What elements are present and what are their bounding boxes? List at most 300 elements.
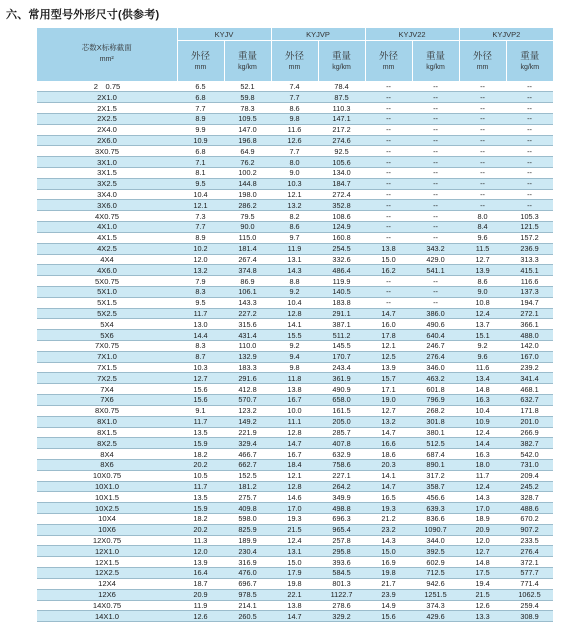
value-cell: 14.7 bbox=[271, 438, 318, 449]
sub-header-label: 重量 bbox=[426, 50, 446, 62]
value-cell: 52.1 bbox=[224, 81, 271, 92]
value-cell: 1251.5 bbox=[412, 589, 459, 600]
value-cell: 157.2 bbox=[506, 232, 553, 243]
table-row bbox=[37, 92, 553, 103]
sub-header-label: 外径 bbox=[190, 50, 210, 62]
table-row bbox=[37, 568, 553, 579]
value-cell: 9.5 bbox=[177, 297, 224, 308]
value-cell: -- bbox=[365, 113, 412, 124]
value-cell: 227.2 bbox=[224, 308, 271, 319]
value-cell: 415.1 bbox=[506, 265, 553, 276]
value-cell: -- bbox=[506, 81, 553, 92]
value-cell: 276.4 bbox=[506, 546, 553, 557]
value-cell: 18.9 bbox=[459, 514, 506, 525]
value-cell: 15.0 bbox=[365, 546, 412, 557]
weight-header bbox=[318, 41, 365, 82]
value-cell: 119.9 bbox=[318, 276, 365, 287]
value-cell: 181.4 bbox=[224, 243, 271, 254]
table-row bbox=[37, 600, 553, 611]
spec-cell: 12X6 bbox=[37, 589, 177, 600]
value-cell: -- bbox=[412, 178, 459, 189]
value-cell: -- bbox=[412, 200, 459, 211]
value-cell: 352.8 bbox=[318, 200, 365, 211]
value-cell: 217.2 bbox=[318, 124, 365, 135]
value-cell: 19.3 bbox=[365, 503, 412, 514]
value-cell: 14.7 bbox=[271, 611, 318, 622]
sub-header-label: 外径 bbox=[473, 50, 493, 62]
table-row bbox=[37, 351, 553, 362]
value-cell: 978.5 bbox=[224, 589, 271, 600]
value-cell: 632.7 bbox=[506, 395, 553, 406]
value-cell: 12.8 bbox=[271, 481, 318, 492]
value-cell: 17.9 bbox=[271, 568, 318, 579]
value-cell: 392.5 bbox=[412, 546, 459, 557]
table-row bbox=[37, 200, 553, 211]
value-cell: 21.5 bbox=[271, 524, 318, 535]
spec-cell: 2X6.0 bbox=[37, 135, 177, 146]
spec-cell: 2X2.5 bbox=[37, 113, 177, 124]
value-cell: 6.8 bbox=[177, 92, 224, 103]
value-cell: 8.6 bbox=[271, 103, 318, 114]
value-cell: 21.5 bbox=[459, 589, 506, 600]
value-cell: 12.5 bbox=[365, 351, 412, 362]
value-cell: 7.7 bbox=[177, 103, 224, 114]
value-cell: 14.7 bbox=[365, 481, 412, 492]
value-cell: -- bbox=[365, 92, 412, 103]
value-cell: 344.0 bbox=[412, 535, 459, 546]
value-cell: -- bbox=[365, 222, 412, 233]
value-cell: 836.6 bbox=[412, 514, 459, 525]
value-cell: 712.5 bbox=[412, 568, 459, 579]
value-cell: 315.6 bbox=[224, 319, 271, 330]
value-cell: 13.9 bbox=[459, 265, 506, 276]
value-cell: 10.4 bbox=[459, 405, 506, 416]
value-cell: 272.1 bbox=[506, 308, 553, 319]
value-cell: 632.9 bbox=[318, 449, 365, 460]
value-cell: -- bbox=[412, 124, 459, 135]
table-row bbox=[37, 341, 553, 352]
table-row bbox=[37, 146, 553, 157]
value-cell: 476.0 bbox=[224, 568, 271, 579]
value-cell: 490.6 bbox=[412, 319, 459, 330]
value-cell: -- bbox=[365, 189, 412, 200]
spec-cell: 4X4 bbox=[37, 254, 177, 265]
value-cell: 209.4 bbox=[506, 470, 553, 481]
value-cell: 9.2 bbox=[271, 286, 318, 297]
table-row bbox=[37, 449, 553, 460]
value-cell: 8.3 bbox=[177, 286, 224, 297]
spec-cell: 8X1.0 bbox=[37, 416, 177, 427]
value-cell: -- bbox=[506, 189, 553, 200]
value-cell: 1122.7 bbox=[318, 589, 365, 600]
table-row bbox=[37, 438, 553, 449]
spec-cell: 10X0.75 bbox=[37, 470, 177, 481]
value-cell: 796.9 bbox=[412, 395, 459, 406]
spec-cell: 4X2.5 bbox=[37, 243, 177, 254]
table-row bbox=[37, 557, 553, 568]
value-cell: 124.9 bbox=[318, 222, 365, 233]
value-cell: 12.1 bbox=[365, 341, 412, 352]
value-cell: -- bbox=[459, 81, 506, 92]
table-row bbox=[37, 459, 553, 470]
value-cell: 13.4 bbox=[459, 373, 506, 384]
value-cell: -- bbox=[412, 103, 459, 114]
value-cell: 140.5 bbox=[318, 286, 365, 297]
group-header-kyjvp: KYJVP bbox=[271, 28, 365, 41]
spec-cell: 7X2.5 bbox=[37, 373, 177, 384]
value-cell: 144.8 bbox=[224, 178, 271, 189]
value-cell: 9.1 bbox=[177, 405, 224, 416]
value-cell: 15.6 bbox=[365, 611, 412, 622]
sub-header-label: 外径 bbox=[379, 50, 399, 62]
value-cell: 245.2 bbox=[506, 481, 553, 492]
value-cell: 20.9 bbox=[177, 589, 224, 600]
table-row bbox=[37, 189, 553, 200]
value-cell: 18.7 bbox=[177, 578, 224, 589]
spec-cell: 10X2.5 bbox=[37, 503, 177, 514]
value-cell: 266.9 bbox=[506, 427, 553, 438]
value-cell: 15.7 bbox=[365, 373, 412, 384]
value-cell: 512.5 bbox=[412, 438, 459, 449]
value-cell: 942.6 bbox=[412, 578, 459, 589]
value-cell: 257.8 bbox=[318, 535, 365, 546]
value-cell: 393.6 bbox=[318, 557, 365, 568]
value-cell: 12.6 bbox=[459, 600, 506, 611]
spec-column-header bbox=[37, 28, 177, 81]
value-cell: 12.0 bbox=[459, 535, 506, 546]
value-cell: 87.5 bbox=[318, 92, 365, 103]
value-cell: -- bbox=[506, 146, 553, 157]
spec-cell: 5X6 bbox=[37, 330, 177, 341]
value-cell: 8.0 bbox=[459, 211, 506, 222]
table-row bbox=[37, 243, 553, 254]
value-cell: -- bbox=[506, 92, 553, 103]
spec-cell: 7X0.75 bbox=[37, 341, 177, 352]
value-cell: 20.2 bbox=[177, 524, 224, 535]
value-cell: 123.2 bbox=[224, 405, 271, 416]
value-cell: 13.7 bbox=[459, 319, 506, 330]
value-cell: 11.7 bbox=[177, 481, 224, 492]
value-cell: 456.6 bbox=[412, 492, 459, 503]
value-cell: 105.3 bbox=[506, 211, 553, 222]
value-cell: 14.1 bbox=[271, 319, 318, 330]
spec-cell: 3X6.0 bbox=[37, 200, 177, 211]
value-cell: 12.8 bbox=[271, 427, 318, 438]
spec-cell: 10X4 bbox=[37, 514, 177, 525]
outer-diameter-header bbox=[177, 41, 224, 82]
value-cell: 12.0 bbox=[177, 254, 224, 265]
value-cell: 13.1 bbox=[271, 254, 318, 265]
value-cell: 9.6 bbox=[459, 351, 506, 362]
spec-cell: 12X1.0 bbox=[37, 546, 177, 557]
value-cell: 16.9 bbox=[365, 557, 412, 568]
value-cell: -- bbox=[412, 222, 459, 233]
value-cell: 13.0 bbox=[177, 319, 224, 330]
value-cell: 16.3 bbox=[459, 395, 506, 406]
value-cell: -- bbox=[412, 232, 459, 243]
value-cell: 731.0 bbox=[506, 459, 553, 470]
value-cell: 19.3 bbox=[271, 514, 318, 525]
value-cell: 598.0 bbox=[224, 514, 271, 525]
value-cell: 10.3 bbox=[177, 362, 224, 373]
table-row bbox=[37, 481, 553, 492]
value-cell: -- bbox=[365, 81, 412, 92]
spec-cell: 3X0.75 bbox=[37, 146, 177, 157]
value-cell: 429.6 bbox=[412, 611, 459, 622]
value-cell: 171.8 bbox=[506, 405, 553, 416]
value-cell: 291.6 bbox=[224, 373, 271, 384]
value-cell: 317.2 bbox=[412, 470, 459, 481]
value-cell: 13.5 bbox=[177, 492, 224, 503]
value-cell: 541.1 bbox=[412, 265, 459, 276]
value-cell: 11.9 bbox=[177, 600, 224, 611]
value-cell: 412.8 bbox=[224, 384, 271, 395]
value-cell: 16.4 bbox=[177, 568, 224, 579]
outer-diameter-header bbox=[365, 41, 412, 82]
table-row bbox=[37, 535, 553, 546]
value-cell: 6.8 bbox=[177, 146, 224, 157]
value-cell: -- bbox=[412, 146, 459, 157]
value-cell: 8.9 bbox=[177, 113, 224, 124]
value-cell: 205.0 bbox=[318, 416, 365, 427]
value-cell: 670.2 bbox=[506, 514, 553, 525]
value-cell: 14.6 bbox=[271, 492, 318, 503]
value-cell: 9.2 bbox=[271, 341, 318, 352]
spec-cell: 4X6.0 bbox=[37, 265, 177, 276]
value-cell: 16.2 bbox=[365, 265, 412, 276]
value-cell: 275.7 bbox=[224, 492, 271, 503]
value-cell: 19.0 bbox=[365, 395, 412, 406]
value-cell: -- bbox=[365, 146, 412, 157]
value-cell: -- bbox=[412, 168, 459, 179]
value-cell: 14.8 bbox=[459, 557, 506, 568]
spec-cell: 3X4.0 bbox=[37, 189, 177, 200]
table-row bbox=[37, 330, 553, 341]
table-row bbox=[37, 589, 553, 600]
sub-header-label: 外径 bbox=[285, 50, 305, 62]
table-row bbox=[37, 124, 553, 135]
table-row bbox=[37, 232, 553, 243]
value-cell: -- bbox=[412, 81, 459, 92]
spec-cell: 3X1.5 bbox=[37, 168, 177, 179]
value-cell: 11.3 bbox=[177, 535, 224, 546]
value-cell: 239.2 bbox=[506, 362, 553, 373]
value-cell: 13.2 bbox=[365, 416, 412, 427]
value-cell: 12.7 bbox=[459, 546, 506, 557]
table-row bbox=[37, 135, 553, 146]
value-cell: -- bbox=[459, 113, 506, 124]
spec-cell: 5X4 bbox=[37, 319, 177, 330]
table-row bbox=[37, 319, 553, 330]
group-header-kyjvp2: KYJVP2 bbox=[459, 28, 553, 41]
value-cell: 11.8 bbox=[271, 373, 318, 384]
value-cell: 76.2 bbox=[224, 157, 271, 168]
value-cell: 771.4 bbox=[506, 578, 553, 589]
table-row bbox=[37, 168, 553, 179]
value-cell: 7.7 bbox=[271, 92, 318, 103]
table-row bbox=[37, 427, 553, 438]
spec-cell: 8X2.5 bbox=[37, 438, 177, 449]
spec-cell: 8X4 bbox=[37, 449, 177, 460]
spec-cell: 5X2.5 bbox=[37, 308, 177, 319]
value-cell: 380.1 bbox=[412, 427, 459, 438]
value-cell: 13.5 bbox=[177, 427, 224, 438]
value-cell: 170.7 bbox=[318, 351, 365, 362]
dimension-table bbox=[37, 28, 553, 622]
value-cell: 16.7 bbox=[271, 449, 318, 460]
value-cell: 12.7 bbox=[365, 405, 412, 416]
sub-header-unit: kg/km bbox=[238, 63, 257, 71]
value-cell: 332.6 bbox=[318, 254, 365, 265]
value-cell: 488.0 bbox=[506, 330, 553, 341]
value-cell: -- bbox=[506, 178, 553, 189]
value-cell: 23.2 bbox=[365, 524, 412, 535]
spec-cell: 10X6 bbox=[37, 524, 177, 535]
value-cell: 8.7 bbox=[177, 351, 224, 362]
value-cell: -- bbox=[365, 135, 412, 146]
value-cell: 137.3 bbox=[506, 286, 553, 297]
value-cell: 274.6 bbox=[318, 135, 365, 146]
spec-cell: 12X1.5 bbox=[37, 557, 177, 568]
value-cell: 189.9 bbox=[224, 535, 271, 546]
value-cell: 10.3 bbox=[271, 178, 318, 189]
value-cell: 329.2 bbox=[318, 611, 365, 622]
spec-cell: 14X1.0 bbox=[37, 611, 177, 622]
value-cell: 115.0 bbox=[224, 232, 271, 243]
value-cell: -- bbox=[506, 135, 553, 146]
value-cell: 12.4 bbox=[271, 535, 318, 546]
value-cell: 11.7 bbox=[459, 470, 506, 481]
value-cell: 12.1 bbox=[271, 189, 318, 200]
value-cell: 8.0 bbox=[271, 157, 318, 168]
value-cell: -- bbox=[412, 276, 459, 287]
sub-header-unit: mm bbox=[476, 63, 489, 71]
value-cell: 100.2 bbox=[224, 168, 271, 179]
value-cell: 409.8 bbox=[224, 503, 271, 514]
group-header-kyjv22: KYJV22 bbox=[365, 28, 459, 41]
spec-cell: 5X1.5 bbox=[37, 297, 177, 308]
section-title: 六、常用型号外形尺寸(供参考) bbox=[6, 9, 160, 21]
value-cell: 9.6 bbox=[459, 232, 506, 243]
value-cell: 106.1 bbox=[224, 286, 271, 297]
value-cell: 167.0 bbox=[506, 351, 553, 362]
weight-header bbox=[224, 41, 271, 82]
sub-header-unit: mm bbox=[382, 63, 395, 71]
value-cell: 291.1 bbox=[318, 308, 365, 319]
value-cell: 15.9 bbox=[177, 503, 224, 514]
spec-cell: 2X4.0 bbox=[37, 124, 177, 135]
sub-header-unit: kg/km bbox=[520, 63, 540, 71]
value-cell: 18.2 bbox=[177, 449, 224, 460]
value-cell: -- bbox=[412, 297, 459, 308]
value-cell: -- bbox=[412, 92, 459, 103]
value-cell: 13.8 bbox=[365, 243, 412, 254]
value-cell: 382.7 bbox=[506, 438, 553, 449]
spec-cell: 4X1.5 bbox=[37, 232, 177, 243]
value-cell: 16.3 bbox=[459, 449, 506, 460]
value-cell: 22.1 bbox=[271, 589, 318, 600]
value-cell: 640.4 bbox=[412, 330, 459, 341]
value-cell: 374.3 bbox=[412, 600, 459, 611]
value-cell: 18.6 bbox=[365, 449, 412, 460]
value-cell: 276.4 bbox=[412, 351, 459, 362]
value-cell: 361.9 bbox=[318, 373, 365, 384]
table-header bbox=[37, 28, 553, 81]
value-cell: -- bbox=[365, 178, 412, 189]
value-cell: 9.9 bbox=[177, 124, 224, 135]
value-cell: 184.7 bbox=[318, 178, 365, 189]
value-cell: 23.9 bbox=[365, 589, 412, 600]
value-cell: 662.7 bbox=[224, 459, 271, 470]
value-cell: 15.6 bbox=[177, 395, 224, 406]
spec-cell: 10X1.5 bbox=[37, 492, 177, 503]
value-cell: 12.4 bbox=[459, 481, 506, 492]
sub-header-unit: kg/km bbox=[332, 63, 351, 71]
value-cell: -- bbox=[506, 103, 553, 114]
value-cell: 14.7 bbox=[365, 308, 412, 319]
value-cell: 8.3 bbox=[177, 341, 224, 352]
value-cell: 12.6 bbox=[177, 611, 224, 622]
value-cell: -- bbox=[506, 157, 553, 168]
value-cell: 346.0 bbox=[412, 362, 459, 373]
value-cell: 10.5 bbox=[177, 470, 224, 481]
value-cell: 8.1 bbox=[177, 168, 224, 179]
table-row bbox=[37, 470, 553, 481]
value-cell: 486.4 bbox=[318, 265, 365, 276]
value-cell: 17.5 bbox=[459, 568, 506, 579]
value-cell: 9.0 bbox=[459, 286, 506, 297]
weight-header bbox=[412, 41, 459, 82]
spec-cell: 8X0.75 bbox=[37, 405, 177, 416]
value-cell: 161.5 bbox=[318, 405, 365, 416]
value-cell: 7.7 bbox=[271, 146, 318, 157]
value-cell: 386.0 bbox=[412, 308, 459, 319]
value-cell: 13.8 bbox=[271, 600, 318, 611]
value-cell: 328.7 bbox=[506, 492, 553, 503]
value-cell: 9.8 bbox=[271, 113, 318, 124]
value-cell: -- bbox=[459, 168, 506, 179]
value-cell: 9.4 bbox=[271, 351, 318, 362]
spec-cell: 7X6 bbox=[37, 395, 177, 406]
value-cell: 14.1 bbox=[365, 470, 412, 481]
value-cell: 18.4 bbox=[271, 459, 318, 470]
value-cell: 20.2 bbox=[177, 459, 224, 470]
value-cell: 316.9 bbox=[224, 557, 271, 568]
sub-header-unit: kg/km bbox=[426, 63, 445, 71]
value-cell: 11.1 bbox=[271, 416, 318, 427]
value-cell: 14.8 bbox=[459, 384, 506, 395]
value-cell: 10.9 bbox=[459, 416, 506, 427]
table-row bbox=[37, 286, 553, 297]
value-cell: 490.9 bbox=[318, 384, 365, 395]
value-cell: -- bbox=[365, 297, 412, 308]
value-cell: 134.0 bbox=[318, 168, 365, 179]
table-row bbox=[37, 297, 553, 308]
table-row bbox=[37, 578, 553, 589]
value-cell: 308.9 bbox=[506, 611, 553, 622]
value-cell: 254.5 bbox=[318, 243, 365, 254]
value-cell: 341.4 bbox=[506, 373, 553, 384]
value-cell: 246.7 bbox=[412, 341, 459, 352]
value-cell: 16.6 bbox=[365, 438, 412, 449]
value-cell: 407.8 bbox=[318, 438, 365, 449]
value-cell: 105.6 bbox=[318, 157, 365, 168]
value-cell: 9.8 bbox=[271, 362, 318, 373]
value-cell: 11.6 bbox=[271, 124, 318, 135]
outer-diameter-header bbox=[271, 41, 318, 82]
value-cell: 15.1 bbox=[459, 330, 506, 341]
value-cell: -- bbox=[365, 276, 412, 287]
